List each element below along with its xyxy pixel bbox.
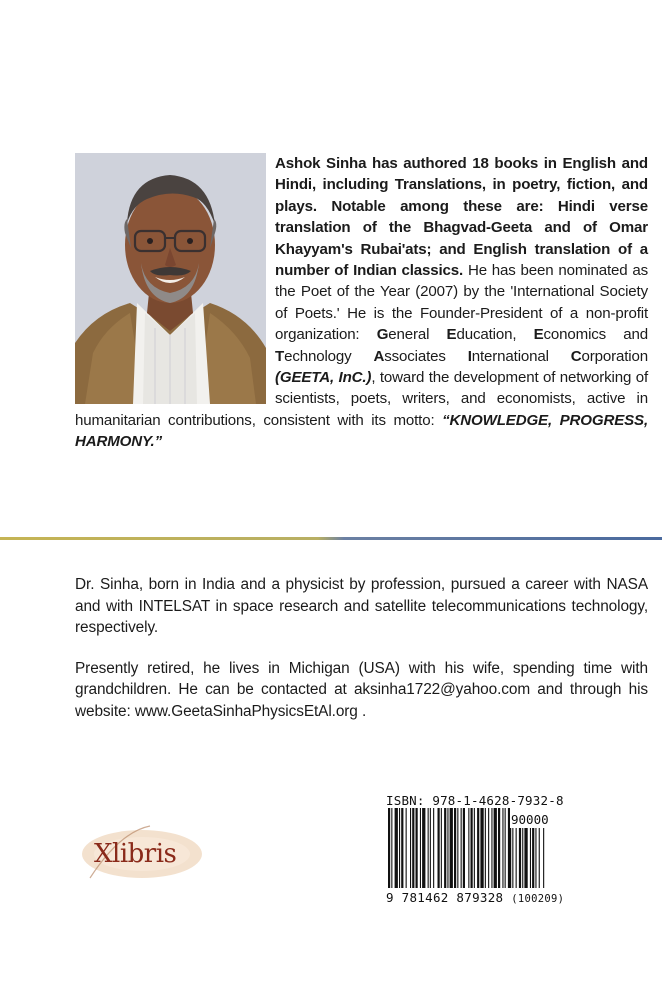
barcode-bar <box>474 808 475 888</box>
barcode-bar <box>395 808 398 888</box>
barcode-bar <box>491 808 492 888</box>
bio-highlight: Ashok Sinha has authored 18 books in English and Hindi, including Translations, in poetry, fiction, and plays. Notable among these are: Hindi verse translation of the Bhagvad-Geeta and of Omar Khayyam's Rubai'ats; and English translation of a number of Indian classics. <box>275 155 648 280</box>
org-initial: G <box>376 326 389 344</box>
barcode-bar <box>485 808 486 888</box>
org-initial: C <box>570 347 582 365</box>
barcode-bar <box>480 808 483 888</box>
isbn-label: ISBN: 978-1-4628-7932-8 <box>386 793 564 808</box>
org-word: ducation, <box>456 326 534 344</box>
publisher-logo <box>80 822 210 884</box>
barcode-bar <box>505 808 506 888</box>
barcode-bar <box>391 808 392 888</box>
bio-text-2: , toward the development of networking of scientists, poets, writers, and economists, active in humanitarian contributions, consistent with its motto: <box>75 369 648 429</box>
org-word: conomics and <box>543 326 649 344</box>
motto: “KNOWLEDGE, PROGRESS, HARMONY.” <box>75 411 648 451</box>
barcode-bar <box>401 808 403 888</box>
barcode-bar <box>410 808 411 888</box>
org-word: eneral <box>388 326 447 344</box>
barcode-bar <box>461 808 462 888</box>
divider-line <box>0 537 662 540</box>
barcode-bar <box>494 808 497 888</box>
org-word: orporation <box>581 347 648 365</box>
barcode-digits <box>386 890 564 905</box>
barcode-code: (100209) <box>511 893 565 905</box>
org-word: ssociates <box>384 347 468 365</box>
barcode-bar <box>420 808 421 888</box>
barcode-bar <box>477 808 479 888</box>
author-info <box>75 574 648 741</box>
org-initial: A <box>373 347 385 365</box>
author-bio <box>75 153 648 453</box>
logo-text: Xlibris <box>94 839 177 869</box>
barcode-number: 9 781462 879328 <box>386 890 504 905</box>
org-word: nternational <box>471 347 571 365</box>
barcode-bar <box>502 808 503 888</box>
barcode-bar <box>447 808 448 888</box>
barcode-bar <box>457 808 458 888</box>
org-initial: T <box>275 347 285 365</box>
barcode-bar <box>444 808 446 888</box>
photo-spacer <box>75 153 275 406</box>
barcode-bar <box>433 808 434 888</box>
info-paragraph-contact: Presently retired, he lives in Michigan (USA) with his wife, spending time with grandchildren. He can be contacted at aksinha1722@yahoo.com and through his website: www.GeetaSinhaPhysicsEtAl.org . <box>75 659 648 720</box>
barcode-bar <box>406 808 407 888</box>
barcode-bar <box>438 808 440 888</box>
org-initial: E <box>446 326 457 344</box>
barcode-bar <box>430 808 431 888</box>
org-acronym: (GEETA, InC.) <box>275 369 372 387</box>
bio-text: He has been nominated as the Poet of the Year (2007) by the 'International Society of Poets.' He is the Founder-President of a non-profit organization: <box>275 262 648 344</box>
barcode-bar <box>498 808 500 888</box>
barcode-bar <box>471 808 473 888</box>
barcode-bar <box>450 808 453 888</box>
barcode-bar <box>388 808 390 888</box>
barcode-bar <box>454 808 456 888</box>
barcode-bar <box>428 808 429 888</box>
price-code: 90000 <box>511 812 549 827</box>
barcode-bar <box>488 808 489 888</box>
barcode-bar <box>412 808 414 888</box>
info-paragraph-career: Dr. Sinha, born in India and a physicist by profession, pursued a career with NASA and with INTELSAT in space research and satellite telecommunications technology, respectively. <box>75 576 648 636</box>
org-word: echnology <box>284 347 374 365</box>
org-initial: I <box>467 347 472 365</box>
barcode-bar <box>399 808 400 888</box>
barcode-bar <box>468 808 469 888</box>
org-initial: E <box>533 326 544 344</box>
barcode-bar <box>463 808 465 888</box>
barcode-bar <box>416 808 418 888</box>
barcode-bar <box>422 808 425 888</box>
barcode-bar <box>441 808 442 888</box>
